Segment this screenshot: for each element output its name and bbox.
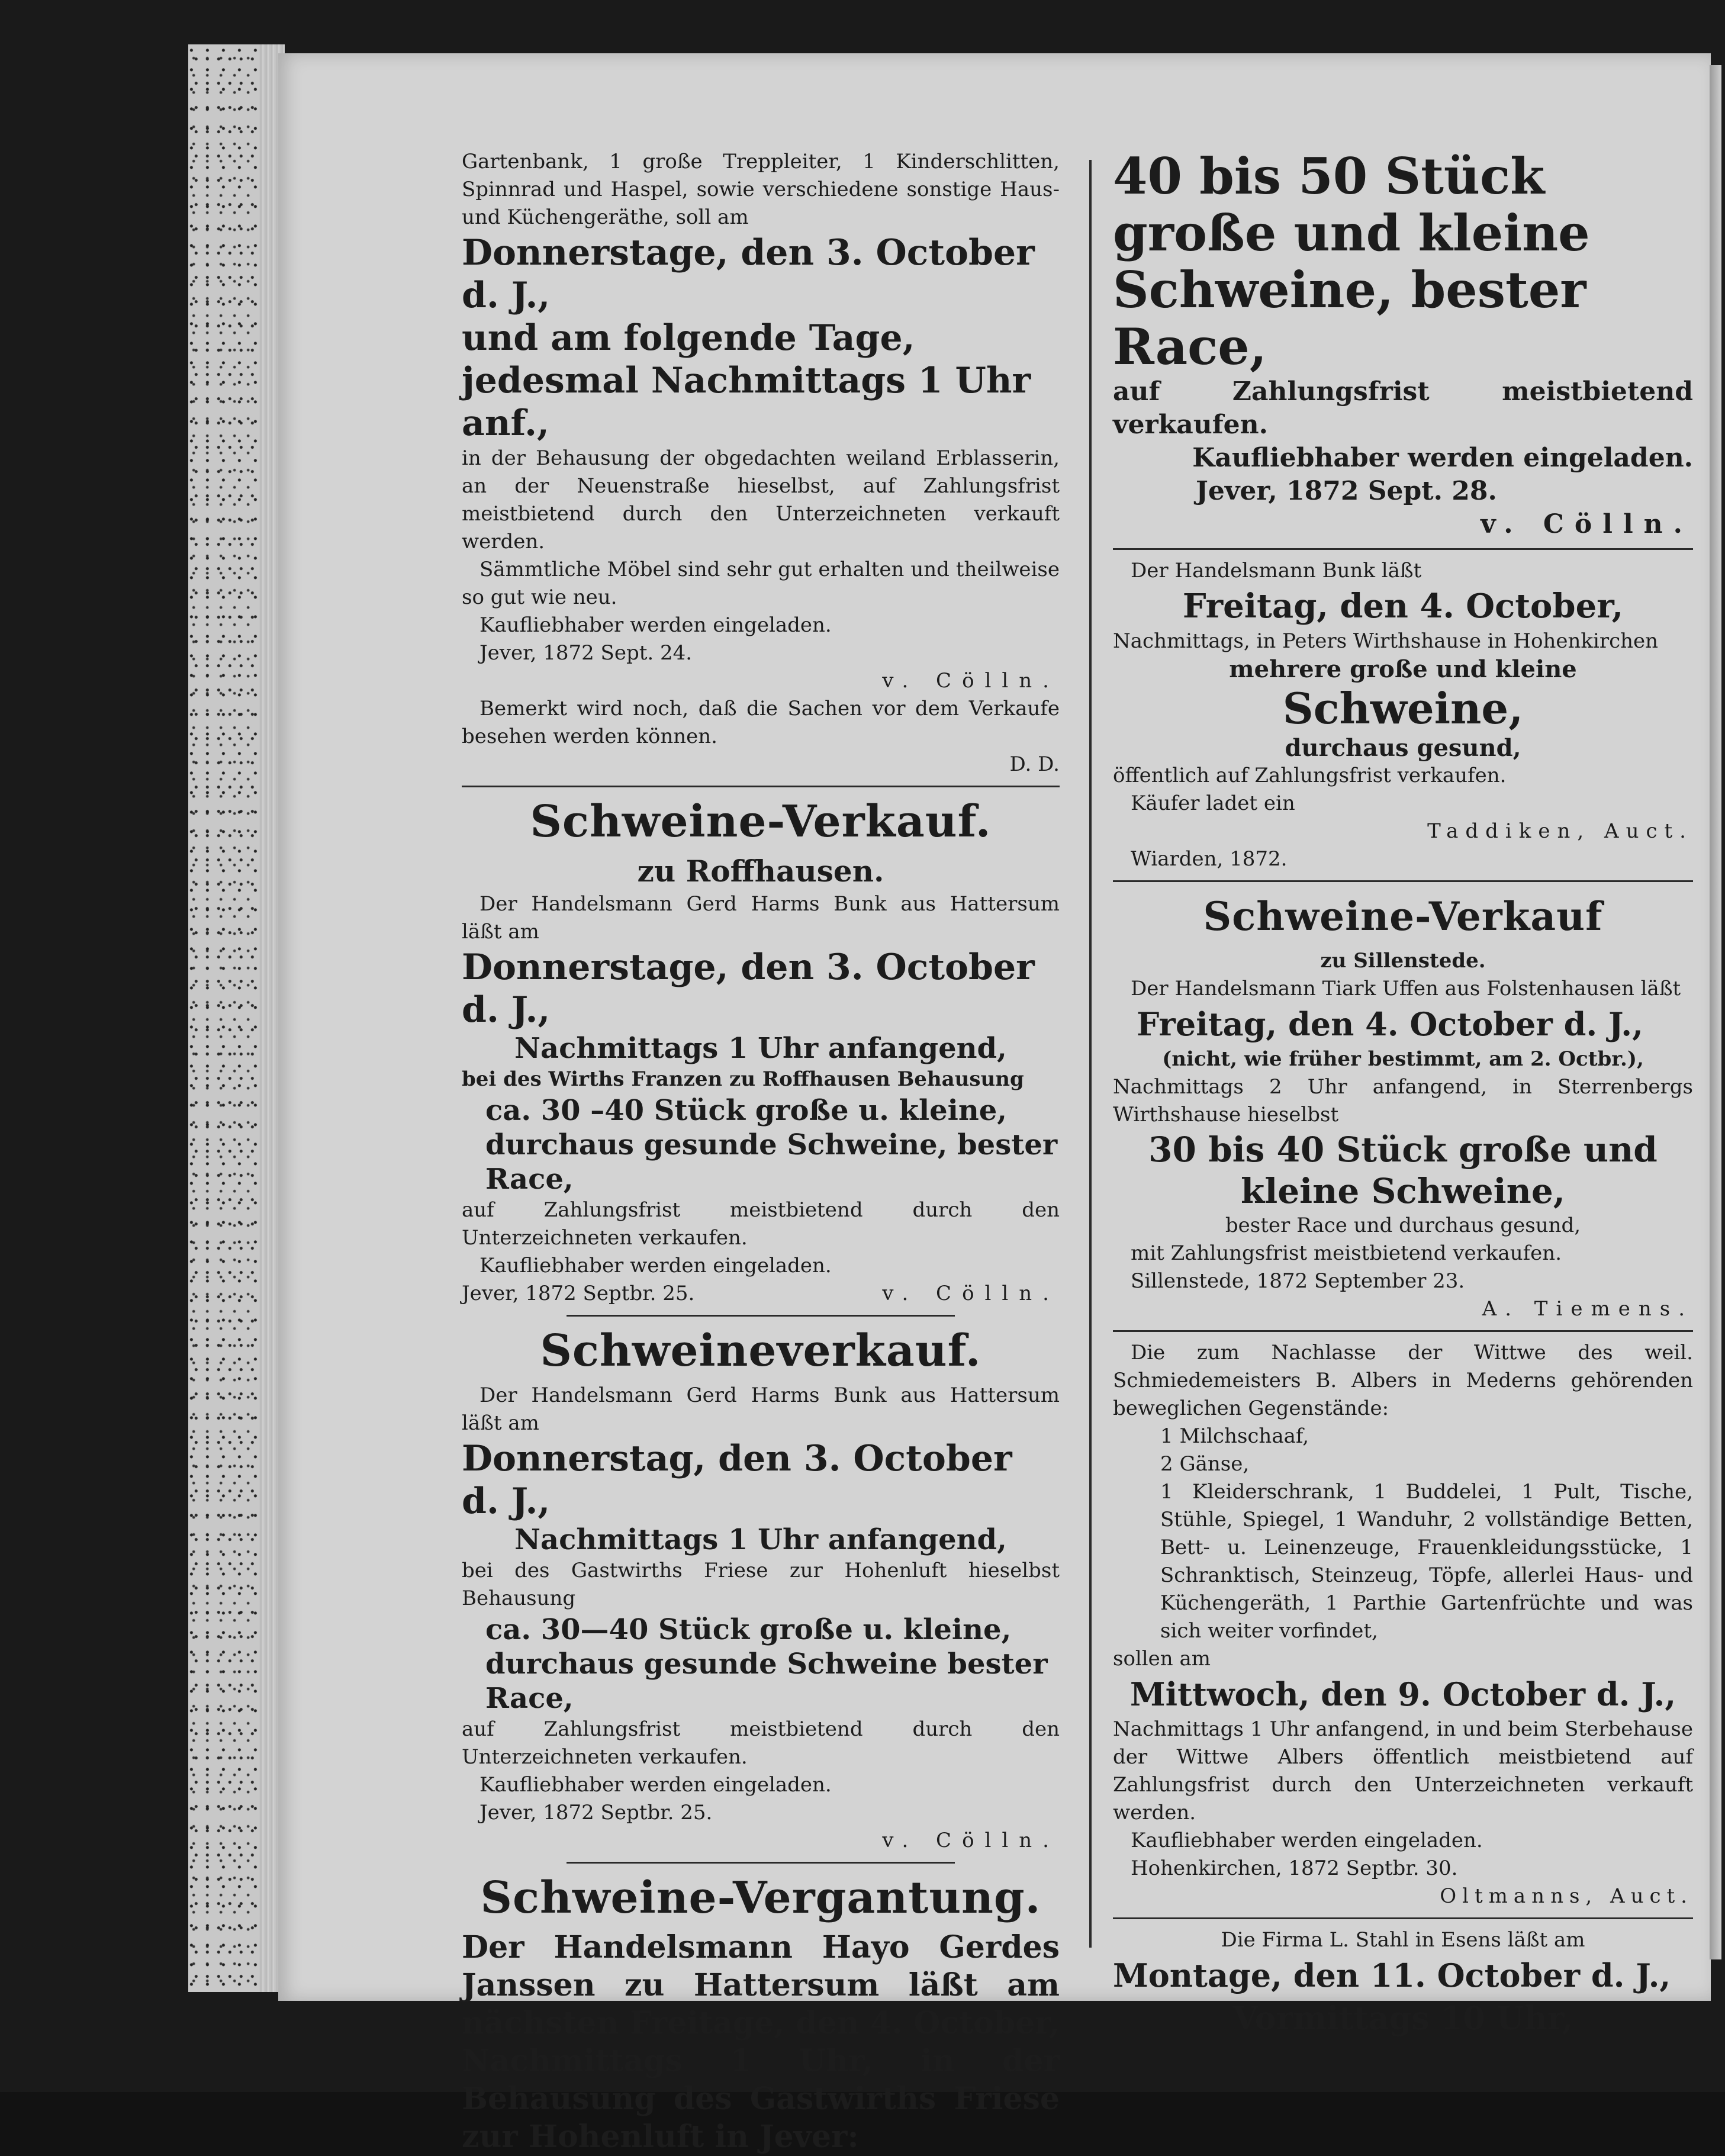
ad-time-line: Vormittags 10 Uhr, <box>1232 1999 1573 2037</box>
ad-lead: sollen am <box>1113 1647 1211 1671</box>
ad-goods: mehrere große und kleine <box>1229 655 1577 683</box>
ad-place-date: Jever, 1872 Sept. 28. <box>1196 476 1497 506</box>
list-item: 1 Milchschaaf, <box>1160 1424 1309 1448</box>
ad-heading: Schweine-Verkauf. <box>530 796 992 847</box>
ad-pig-sale-hohenluft <box>462 1324 1060 1855</box>
ad-invite: Kaufliebhaber werden eingeladen. <box>1131 1829 1483 1852</box>
ad-date-line: Donnerstag, den 3. October d. J., <box>462 1438 1012 1522</box>
ad-item-list <box>1113 1423 1693 1645</box>
ad-goods-highlight: Schweine, <box>1282 683 1524 733</box>
ad-intro: Der Handelsmann Tiark Uffen aus Folstenhausen läßt <box>1131 977 1681 1000</box>
ad-invite: Kaufliebhaber werden eingeladen. <box>479 1254 832 1277</box>
ad-subheading: zu Roffhausen. <box>637 854 884 889</box>
divider-rule <box>462 786 1060 787</box>
ad-goods: ca. 30—40 Stück große u. kleine, durchaus gesunde Schweine bester Race, <box>485 1613 1048 1715</box>
ad-body: Nachmittags 1 Uhr anfangend, in und beim Sterbehause der Wittwe Albers öffentlich meistbietend auf Zahlungsfrist durch den Unterzeichneten verkauft werden. <box>1113 1717 1693 1824</box>
ad-body: Der Handelsmann Hayo Gerdes Janssen zu Hattersum läßt am nächsten Freitage, den 4. October, Nachmittags 1 Uhr, in der Behausung des Gastwirths Friese zur Hohenluft in Jever: <box>462 1929 1060 2155</box>
ad-signature: A. Tiemens. <box>1482 1297 1693 1321</box>
ad-date-line: Freitag, den 4. October, <box>1182 587 1624 626</box>
ad-heading: Schweine-Vergantung. <box>480 1872 1041 1923</box>
ad-signature: v. Cölln. <box>882 1282 1060 1305</box>
ad-date-line: Donnerstage, den 3. October d. J., <box>462 232 1035 316</box>
ad-place-date: Sillenstede, 1872 September 23. <box>1131 1269 1465 1293</box>
ad-intro: Die Firma L. Stahl in Esens läßt am <box>1221 1928 1585 1952</box>
divider-rule <box>1113 880 1693 882</box>
ad-pig-auction-jever <box>462 1871 1060 2156</box>
ad-intro: Gartenbank, 1 große Treppleiter, 1 Kinderschlitten, Spinnrad und Haspel, sowie verschiedene sonstige Haus- und Küchengeräthe, soll am <box>462 150 1060 229</box>
ad-time-place: Nachmittags 2 Uhr anfangend, in Sterrenbergs Wirthshause hieselbst <box>1113 1075 1693 1127</box>
ad-place-date: Hohenkirchen, 1872 Septbr. 30. <box>1131 1856 1458 1880</box>
ad-pig-sale-roffhausen <box>462 794 1060 1308</box>
ad-signature: Oltmanns, Auct. <box>1440 1884 1693 1908</box>
ad-place-date: Jever, 1872 Septbr. 25. <box>479 1801 713 1824</box>
ad-time-line: Nachmittags 1 Uhr anfangend, <box>514 1523 1007 1556</box>
ad-place-date: Jever, 1872 Septbr. 25. <box>462 1282 695 1305</box>
ad-invite: Kaufliebhaber werden eingeladen. <box>1192 443 1693 473</box>
list-item: 1 Kleiderschrank, 1 Buddelei, 1 Pult, Tische, Stühle, Spiegel, 1 Wanduhr, 2 vollständige Betten, Bett- u. Leinenzeuge, Frauenkleidungsstücke, 1 Schranktisch, Steinzeug, Töpfe, allerlei Haus- und Küchengeräth, 1 Parthie Gartenfrüchte und was sich weiter vorfindet, <box>1160 1480 1693 1643</box>
left-column <box>462 148 1060 2156</box>
ad-invite: Kaufliebhaber werden eingeladen. <box>479 1773 832 1797</box>
ad-initials: D. D. <box>1009 752 1060 776</box>
ad-pig-sale-hohenkirchen <box>1113 557 1693 873</box>
right-column <box>1113 148 1693 2039</box>
ad-date-line: Montage, den 11. October d. J., <box>1113 1957 1671 1994</box>
list-item: 2 Gänse, <box>1160 1452 1250 1476</box>
ad-signature: v. Cölln. <box>882 669 1060 693</box>
ad-signature: v. Cölln. <box>882 1829 1060 1852</box>
divider-rule <box>1113 1917 1693 1919</box>
ad-place-date: Jever, 1872 Sept. 24. <box>479 641 693 665</box>
ad-terms: auf Zahlungsfrist meistbietend durch den Unterzeichneten verkaufen. <box>462 1198 1060 1250</box>
ad-date-line: und am folgende Tage, jedesmal Nachmittags 1 Uhr anf., <box>462 317 1031 444</box>
ad-quality: bester Race und durchaus gesund, <box>1225 1214 1581 1237</box>
ad-invite: Käufer ladet ein <box>1131 791 1295 815</box>
ad-body: in der Behausung der obgedachten weiland Erblasserin, an der Neuenstraße hieselbst, auf Zahlungsfrist meistbietend durch den Unterzeichneten verkauft werden. <box>462 446 1060 554</box>
divider-rule <box>1113 548 1693 550</box>
ad-pig-sale-jever <box>1113 148 1693 541</box>
ad-intro: Der Handelsmann Gerd Harms Bunk aus Hattersum läßt am <box>462 892 1060 944</box>
ad-terms: auf Zahlungsfrist meistbietend durch den Unterzeichneten verkaufen. <box>462 1717 1060 1769</box>
ad-date-line: Donnerstage, den 3. October d. J., <box>462 947 1035 1031</box>
divider-rule <box>1113 1330 1693 1332</box>
ad-subheading: zu Sillenstede. <box>1320 949 1486 973</box>
ad-invite: Kaufliebhaber werden eingeladen. <box>479 613 832 637</box>
ad-estate-auction-mederns <box>1113 1339 1693 1910</box>
ad-place: bei des Gastwirths Friese zur Hohenluft hieselbst Behausung <box>462 1559 1060 1610</box>
ad-intro: Die zum Nachlasse der Wittwe des weil. Schmiedemeisters B. Albers in Mederns gehörenden beweglichen Gegenstände: <box>1113 1341 1693 1420</box>
ad-note: Bemerkt wird noch, daß die Sachen vor dem Verkaufe besehen werden können. <box>462 697 1060 748</box>
ad-place: bei des Wirths Franzen zu Roffhausen Behausung <box>462 1067 1024 1091</box>
ad-terms: auf Zahlungsfrist meistbietend verkaufen. <box>1113 377 1693 440</box>
ad-goods: ca. 30 –40 Stück große u. kleine, durchaus gesunde Schweine, bester Race, <box>485 1094 1058 1196</box>
ad-furniture-auction <box>462 148 1060 778</box>
ad-goods: durchaus gesund, <box>1285 734 1521 762</box>
ad-date-line: Mittwoch, den 9. October d. J., <box>1129 1675 1676 1713</box>
ad-headline: 40 bis 50 Stück große und kleine Schweine, bester Race, <box>1113 147 1590 376</box>
ad-heading: Schweineverkauf. <box>540 1325 981 1376</box>
ad-pig-sale-sillenstede <box>1113 889 1693 1323</box>
ad-intro: Der Handelsmann Bunk läßt <box>1131 559 1422 583</box>
speckled-book-edge <box>188 44 259 1992</box>
ad-signature: Taddiken, Auct. <box>1427 819 1693 843</box>
ad-body: Sämmtliche Möbel sind sehr gut erhalten und theilweise so gut wie neu. <box>462 558 1060 609</box>
divider-rule <box>567 1315 955 1317</box>
ad-date-line: Freitag, den 4. October d. J., <box>1137 1005 1643 1043</box>
ad-place: Nachmittags, in Peters Wirthshause in Hohenkirchen <box>1113 629 1659 653</box>
ad-goods: 30 bis 40 Stück große und kleine Schweine, <box>1148 1130 1658 1211</box>
ad-stahl-esens <box>1113 1926 1693 2039</box>
ad-place-date: Wiarden, 1872. <box>1131 847 1288 871</box>
ad-correction: (nicht, wie früher bestimmt, am 2. Octbr.), <box>1162 1047 1644 1071</box>
page-right-edge <box>1710 65 1721 1959</box>
ad-heading: Schweine-Verkauf <box>1203 893 1603 939</box>
ad-time-line: Nachmittags 1 Uhr anfangend, <box>514 1032 1007 1065</box>
divider-rule <box>567 1862 955 1864</box>
ad-intro: Der Handelsmann Gerd Harms Bunk aus Hattersum läßt am <box>462 1383 1060 1435</box>
ad-terms: öffentlich auf Zahlungsfrist verkaufen. <box>1113 764 1507 787</box>
ad-signature: v. Cölln. <box>1481 509 1693 539</box>
column-divider <box>1089 160 1092 1948</box>
ad-terms: mit Zahlungsfrist meistbietend verkaufen. <box>1131 1241 1562 1265</box>
